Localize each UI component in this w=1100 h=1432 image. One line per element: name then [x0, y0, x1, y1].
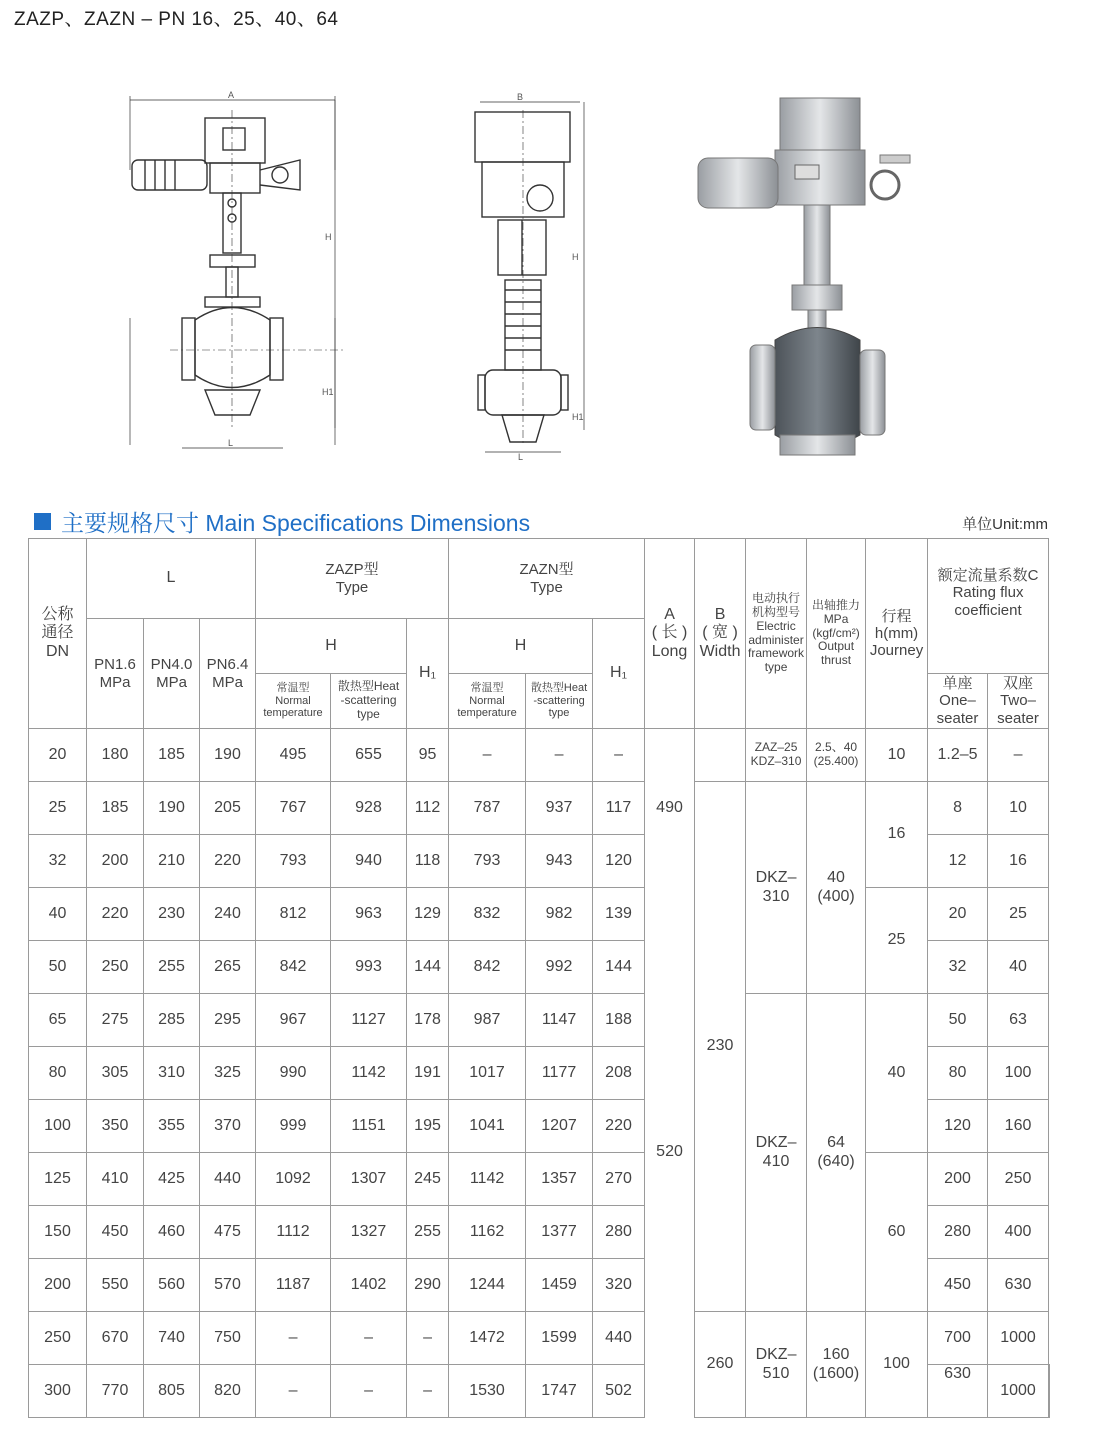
- table-cell: 250: [29, 1312, 87, 1365]
- table-cell: 255: [407, 1206, 449, 1259]
- table-cell: 450: [87, 1206, 144, 1259]
- table-cell: 50: [928, 994, 988, 1047]
- table-row: [29, 1312, 1050, 1365]
- table-cell: 770: [87, 1365, 144, 1418]
- table-cell: 144: [593, 941, 645, 994]
- table-cell: 740: [144, 1312, 200, 1365]
- table-cell: 1402: [331, 1259, 407, 1312]
- table-cell: 25: [988, 888, 1049, 941]
- a-490: 490: [645, 729, 695, 888]
- table-cell: 150: [29, 1206, 87, 1259]
- table-cell: 502: [593, 1365, 645, 1418]
- table-cell: 1187: [256, 1259, 331, 1312]
- table-cell: 195: [407, 1100, 449, 1153]
- table-cell: –: [331, 1312, 407, 1365]
- table-cell: 1244: [449, 1259, 526, 1312]
- table-cell: 750: [200, 1312, 256, 1365]
- table-cell: 1162: [449, 1206, 526, 1259]
- actuator-510: DKZ– 510: [746, 1312, 807, 1418]
- table-cell: 118: [407, 835, 449, 888]
- header-zazp-h: H: [256, 619, 407, 674]
- table-cell: 220: [593, 1100, 645, 1153]
- table-cell: 425: [144, 1153, 200, 1206]
- table-cell: 1017: [449, 1047, 526, 1100]
- b-260: 260: [695, 1312, 746, 1418]
- table-cell: 185: [144, 729, 200, 782]
- table-cell: 842: [256, 941, 331, 994]
- table-cell: 1112: [256, 1206, 331, 1259]
- side-dim-h: H: [572, 252, 579, 262]
- unit-label: 单位Unit:mm: [962, 516, 1048, 533]
- table-cell: 1.2–5: [928, 729, 988, 782]
- table-cell: 12: [928, 835, 988, 888]
- table-cell: 220: [200, 835, 256, 888]
- header-two-seater: 双座 Two– seater: [988, 674, 1049, 729]
- thrust-160: 160 (1600): [807, 1312, 866, 1418]
- table-cell: –: [256, 1312, 331, 1365]
- table-cell: –: [526, 729, 593, 782]
- table-cell: 1127: [331, 994, 407, 1047]
- table-cell: –: [988, 729, 1049, 782]
- table-cell: 993: [331, 941, 407, 994]
- table-cell: 310: [144, 1047, 200, 1100]
- table-cell: 40: [988, 941, 1049, 994]
- table-cell: 305: [87, 1047, 144, 1100]
- front-dim-h1: H1: [322, 387, 334, 397]
- section-marker-icon: [34, 513, 51, 530]
- journey-16: 16: [866, 782, 928, 888]
- front-dim-a: A: [228, 90, 235, 100]
- table-cell: [1049, 1365, 1050, 1418]
- table-cell: 440: [200, 1153, 256, 1206]
- actuator-310: DKZ– 310: [746, 782, 807, 994]
- table-cell: 460: [144, 1206, 200, 1259]
- header-pn40: PN4.0 MPa: [144, 619, 200, 729]
- table-cell: 200: [87, 835, 144, 888]
- table-cell: 250: [87, 941, 144, 994]
- table-cell: 570: [200, 1259, 256, 1312]
- spec-table: [28, 538, 1050, 1418]
- table-cell: 475: [200, 1206, 256, 1259]
- header-a: A ( 长 ) Long: [645, 539, 695, 729]
- side-dim-l: L: [518, 452, 524, 462]
- table-cell: 1147: [526, 994, 593, 1047]
- table-cell: 117: [593, 782, 645, 835]
- journey-25: 25: [866, 888, 928, 994]
- header-zazn-heat: 散热型Heat -scattering type: [526, 674, 593, 729]
- thrust-40: 40 (400): [807, 782, 866, 994]
- table-cell: 16: [988, 835, 1049, 888]
- actuator-20: ZAZ–25 KDZ–310: [746, 729, 807, 782]
- table-cell: 240: [200, 888, 256, 941]
- table-cell: 178: [407, 994, 449, 1047]
- table-cell: 350: [87, 1100, 144, 1153]
- table-cell: 275: [87, 994, 144, 1047]
- journey-40: 40: [866, 994, 928, 1153]
- header-actuator: 电动执行 机构型号 Electric administer framework type: [746, 539, 807, 729]
- table-cell: –: [331, 1365, 407, 1418]
- table-cell: 1041: [449, 1100, 526, 1153]
- header-zazp-heat: 散热型Heat -scattering type: [331, 674, 407, 729]
- header-zazn-normal: 常温型 Normal temperature: [449, 674, 526, 729]
- table-cell: 670: [87, 1312, 144, 1365]
- table-cell: –: [256, 1365, 331, 1418]
- journey-100: 100: [866, 1312, 928, 1418]
- table-cell: 963: [331, 888, 407, 941]
- b-empty: [695, 729, 746, 782]
- table-cell: 65: [29, 994, 87, 1047]
- table-cell: 120: [928, 1100, 988, 1153]
- table-cell: 937: [526, 782, 593, 835]
- table-cell: 325: [200, 1047, 256, 1100]
- table-cell: 245: [407, 1153, 449, 1206]
- header-row-1: [29, 539, 1050, 619]
- header-pn16: PN1.6 MPa: [87, 619, 144, 729]
- table-cell: 290: [407, 1259, 449, 1312]
- table-cell: 25: [29, 782, 87, 835]
- table-cell: 495: [256, 729, 331, 782]
- side-dim-b: B: [517, 92, 524, 102]
- header-l: L: [87, 539, 256, 619]
- table-cell: –: [407, 1312, 449, 1365]
- table-cell: 560: [144, 1259, 200, 1312]
- table-cell: 1092: [256, 1153, 331, 1206]
- table-row: [29, 729, 1050, 782]
- table-cell: 992: [526, 941, 593, 994]
- thrust-64: 64 (640): [807, 994, 866, 1312]
- table-cell: 767: [256, 782, 331, 835]
- table-cell: 50: [29, 941, 87, 994]
- table-cell: 990: [256, 1047, 331, 1100]
- table-cell: 32: [928, 941, 988, 994]
- table-cell: 842: [449, 941, 526, 994]
- table-cell: 820: [200, 1365, 256, 1418]
- table-cell: 100: [29, 1100, 87, 1153]
- table-cell: 793: [449, 835, 526, 888]
- table-cell: 440: [593, 1312, 645, 1365]
- table-cell: 205: [200, 782, 256, 835]
- header-b: B ( 宽 ) Width: [695, 539, 746, 729]
- b-230: 230: [695, 782, 746, 1312]
- header-journey: 行程 h(mm) Journey: [866, 539, 928, 729]
- front-dim-h: H: [325, 232, 332, 242]
- table-cell: –: [449, 729, 526, 782]
- table-cell: 1142: [331, 1047, 407, 1100]
- table-cell: 450: [928, 1259, 988, 1312]
- table-cell: 265: [200, 941, 256, 994]
- table-cell: 230: [144, 888, 200, 941]
- header-zazn-h1: H₁: [593, 619, 645, 729]
- table-row: [29, 782, 1050, 835]
- table-cell: 410: [87, 1153, 144, 1206]
- table-cell: 40: [29, 888, 87, 941]
- table-cell: 1000: [988, 1365, 1049, 1418]
- table-cell: 1151: [331, 1100, 407, 1153]
- table-cell: 100: [988, 1047, 1049, 1100]
- table-cell: 125: [29, 1153, 87, 1206]
- table-cell: 10: [988, 782, 1049, 835]
- table-cell: 832: [449, 888, 526, 941]
- table-cell: 1142: [449, 1153, 526, 1206]
- table-cell: 700: [928, 1312, 988, 1365]
- table-cell: –: [593, 729, 645, 782]
- header-pn64: PN6.4 MPa: [200, 619, 256, 729]
- table-cell: 400: [988, 1206, 1049, 1259]
- table-cell: 787: [449, 782, 526, 835]
- table-row: [29, 1153, 1050, 1206]
- table-cell: 1530: [449, 1365, 526, 1418]
- table-cell: 1000: [988, 1312, 1049, 1365]
- header-zazp-h1: H₁: [407, 619, 449, 729]
- actuator-410: DKZ– 410: [746, 994, 807, 1312]
- header-thrust: 出轴推力 MPa (kgf/cm²) Output thrust: [807, 539, 866, 729]
- table-cell: 320: [593, 1259, 645, 1312]
- table-cell: 139: [593, 888, 645, 941]
- page-title: ZAZP、ZAZN – PN 16、25、40、64: [14, 9, 339, 30]
- side-dim-h1: H1: [572, 412, 584, 422]
- table-cell: 112: [407, 782, 449, 835]
- table-cell: 185: [87, 782, 144, 835]
- table-cell: 967: [256, 994, 331, 1047]
- table-cell: 1357: [526, 1153, 593, 1206]
- thrust-20: 2.5、40 (25.400): [807, 729, 866, 782]
- table-cell: 32: [29, 835, 87, 888]
- table-cell: 188: [593, 994, 645, 1047]
- table-cell: 80: [29, 1047, 87, 1100]
- a-520: 520: [645, 888, 695, 1418]
- table-cell: 280: [928, 1206, 988, 1259]
- table-cell: 210: [144, 835, 200, 888]
- table-cell: 1177: [526, 1047, 593, 1100]
- header-zazp: ZAZP型 Type: [256, 539, 449, 619]
- table-cell: 190: [200, 729, 256, 782]
- table-cell: 550: [87, 1259, 144, 1312]
- header-zazp-normal: 常温型 Normal temperature: [256, 674, 331, 729]
- valve-photo: [680, 90, 920, 470]
- table-cell: 1327: [331, 1206, 407, 1259]
- section-heading: [34, 505, 530, 538]
- table-cell: 8: [928, 782, 988, 835]
- table-cell: 220: [87, 888, 144, 941]
- table-cell: 982: [526, 888, 593, 941]
- table-cell: 1207: [526, 1100, 593, 1153]
- table-cell: 255: [144, 941, 200, 994]
- table-cell: 180: [87, 729, 144, 782]
- table-cell: 95: [407, 729, 449, 782]
- table-cell: 1307: [331, 1153, 407, 1206]
- table-cell: 200: [29, 1259, 87, 1312]
- table-cell: 928: [331, 782, 407, 835]
- header-zazn-h: H: [449, 619, 593, 674]
- table-cell: 1747: [526, 1365, 593, 1418]
- table-cell: 987: [449, 994, 526, 1047]
- header-zazn: ZAZN型 Type: [449, 539, 645, 619]
- table-cell: 1377: [526, 1206, 593, 1259]
- header-one-seater: 单座 One– seater: [928, 674, 988, 729]
- table-cell: 208: [593, 1047, 645, 1100]
- side-view-drawing: [460, 90, 600, 465]
- journey-20: 10: [866, 729, 928, 782]
- table-cell: 295: [200, 994, 256, 1047]
- table-cell: 129: [407, 888, 449, 941]
- section-title: 主要规格尺寸 Main Specifications Dimensions: [61, 510, 531, 536]
- table-cell: 120: [593, 835, 645, 888]
- table-cell: 940: [331, 835, 407, 888]
- table-row: [29, 994, 1050, 1047]
- table-cell: 63: [988, 994, 1049, 1047]
- table-cell: 191: [407, 1047, 449, 1100]
- front-view-drawing: [110, 90, 370, 460]
- table-cell: 370: [200, 1100, 256, 1153]
- a-630: 630: [928, 1365, 988, 1418]
- header-rating: 额定流量系数C Rating flux coefficient: [928, 539, 1049, 674]
- table-row: [29, 888, 1050, 941]
- table-cell: 80: [928, 1047, 988, 1100]
- table-cell: 655: [331, 729, 407, 782]
- table-cell: 20: [928, 888, 988, 941]
- table-cell: –: [407, 1365, 449, 1418]
- table-cell: 805: [144, 1365, 200, 1418]
- table-cell: 144: [407, 941, 449, 994]
- table-cell: 1459: [526, 1259, 593, 1312]
- front-dim-l: L: [228, 438, 234, 448]
- table-cell: 1599: [526, 1312, 593, 1365]
- journey-60: 60: [866, 1153, 928, 1312]
- table-cell: 250: [988, 1153, 1049, 1206]
- header-dn: 公称 通径 DN: [29, 539, 87, 729]
- table-cell: 270: [593, 1153, 645, 1206]
- table-cell: 355: [144, 1100, 200, 1153]
- table-cell: 1472: [449, 1312, 526, 1365]
- table-cell: 943: [526, 835, 593, 888]
- table-cell: 793: [256, 835, 331, 888]
- table-cell: 300: [29, 1365, 87, 1418]
- table-cell: 160: [988, 1100, 1049, 1153]
- table-cell: 280: [593, 1206, 645, 1259]
- table-cell: 200: [928, 1153, 988, 1206]
- table-cell: 20: [29, 729, 87, 782]
- table-cell: 812: [256, 888, 331, 941]
- table-cell: 999: [256, 1100, 331, 1153]
- table-cell: 190: [144, 782, 200, 835]
- table-cell: 285: [144, 994, 200, 1047]
- table-cell: 630: [988, 1259, 1049, 1312]
